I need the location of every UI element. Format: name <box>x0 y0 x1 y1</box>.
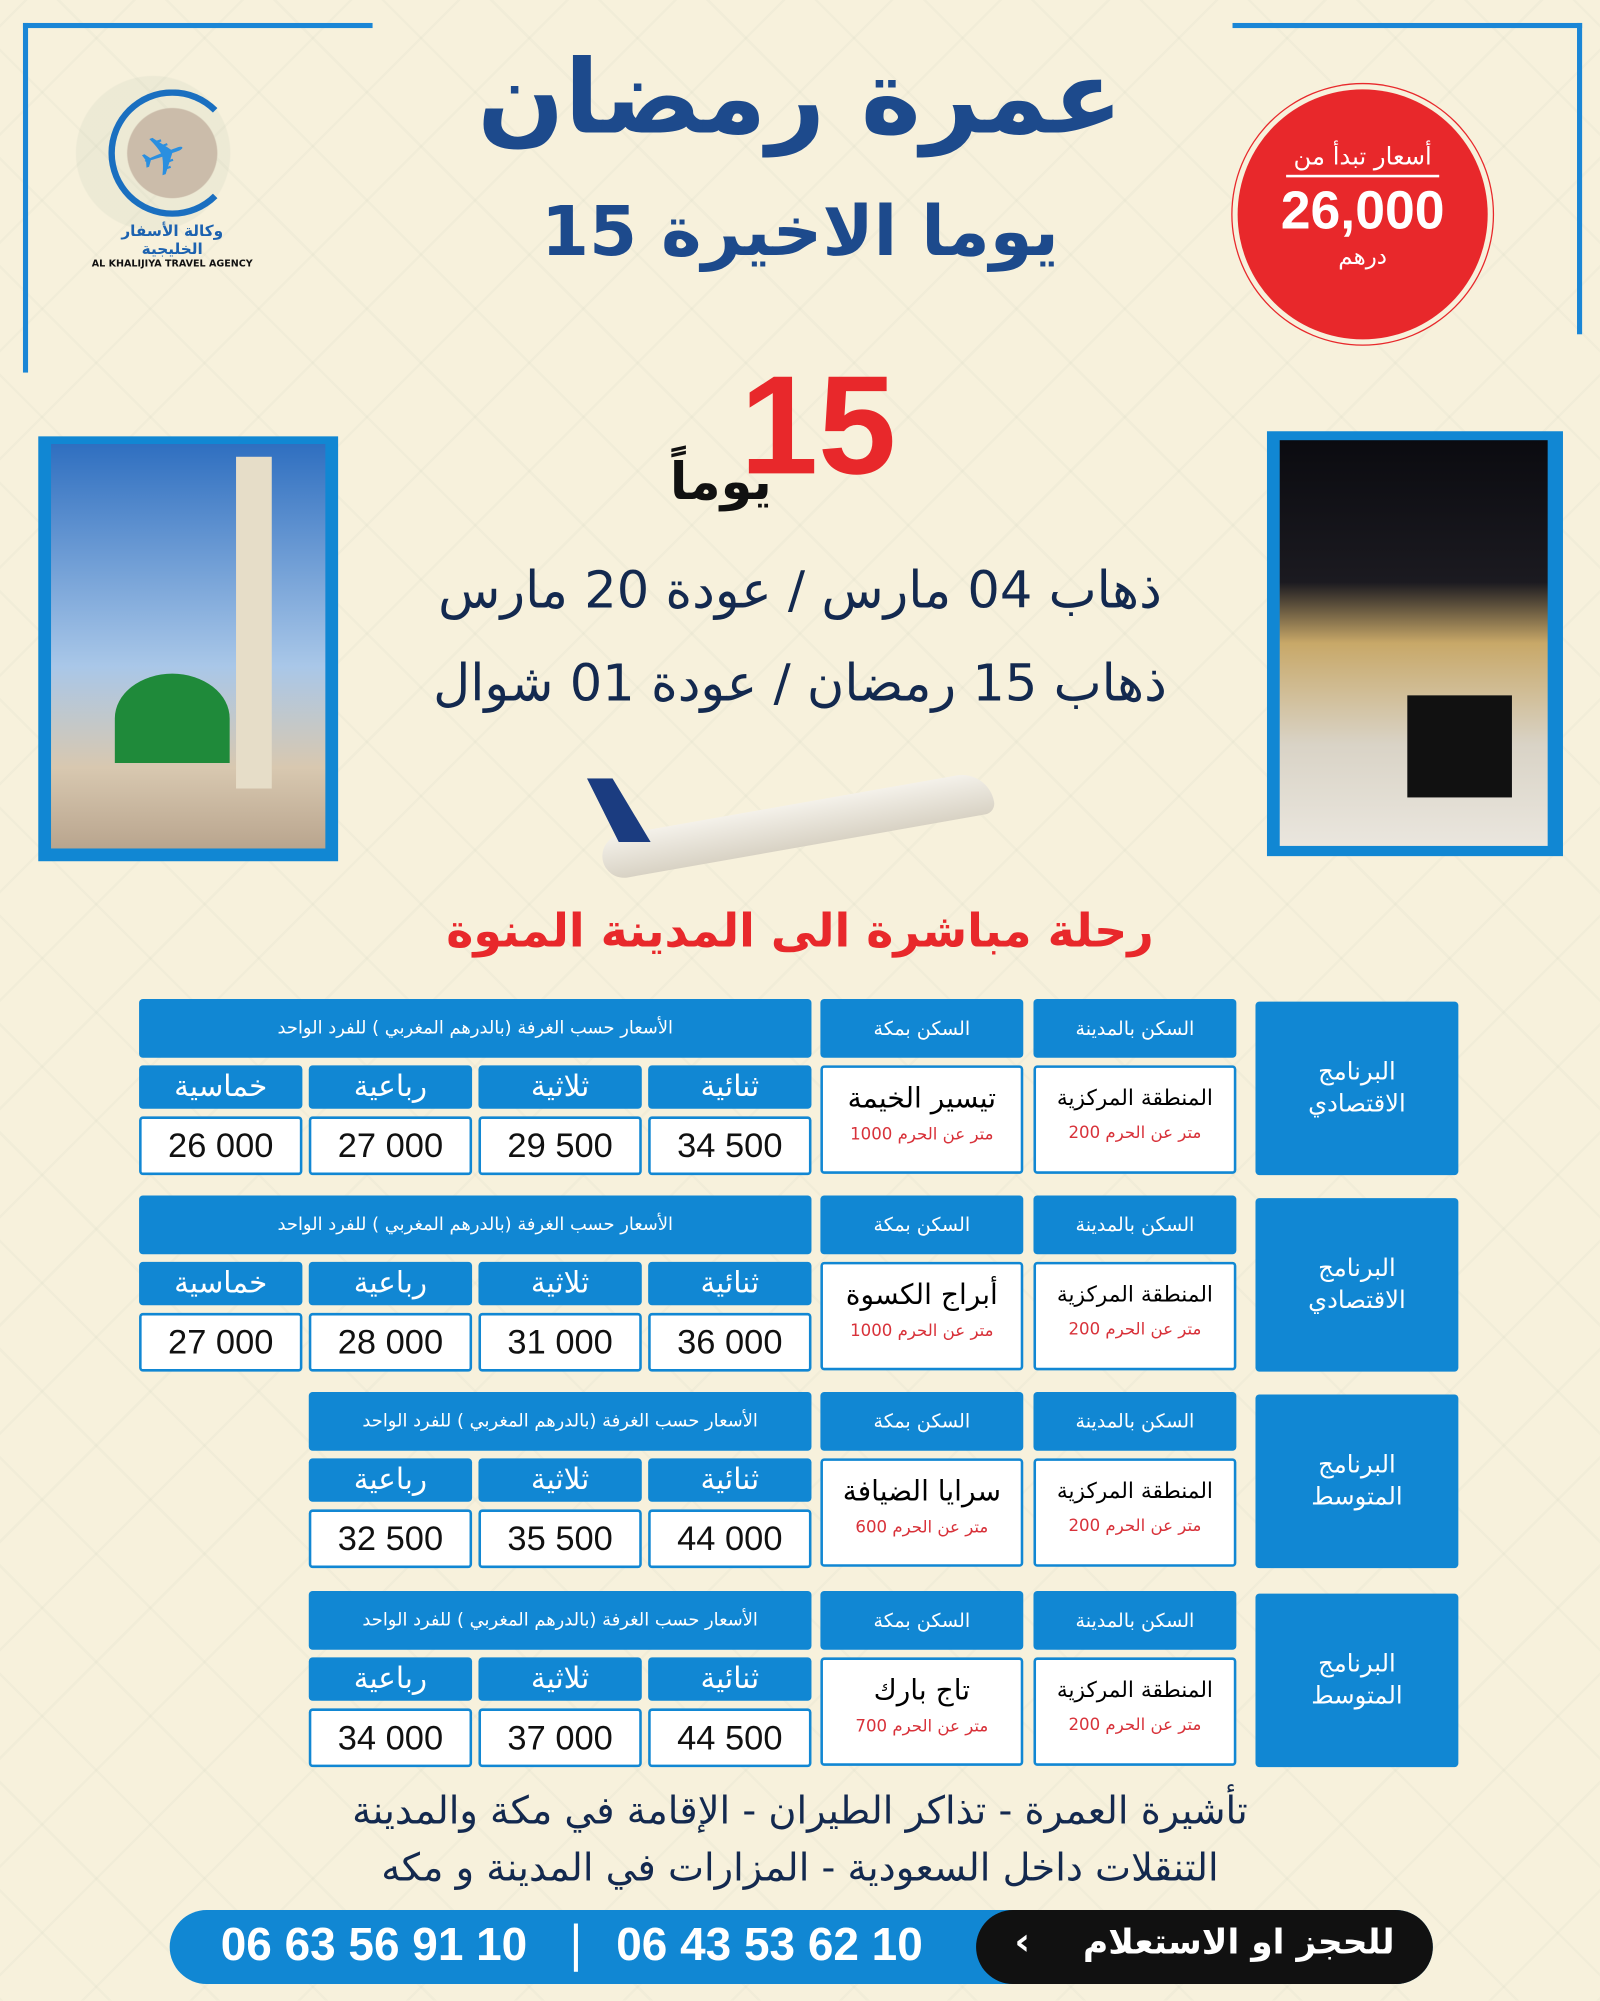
room-type-label: رباعية <box>309 1065 472 1108</box>
mecca-hotel: سرايا الضيافة <box>842 1476 1001 1509</box>
room-type-label: ثنائية <box>648 1657 811 1700</box>
madina-hotel: المنطقة المركزية <box>1056 1282 1213 1308</box>
mecca-hotel-cell <box>820 1458 1023 1566</box>
program-block <box>138 1196 1465 1372</box>
mecca-hotel: أبراج الكسوة <box>845 1279 998 1312</box>
program-name: البرنامج الاقتصادي <box>1255 1002 1458 1176</box>
phone-2[interactable]: 06 63 56 91 10 <box>220 1917 528 1970</box>
includes-line-2: التنقلات داخل السعودية - المزارات في المدينة و مكه <box>381 1846 1219 1891</box>
room-price: 34 500 <box>648 1116 811 1175</box>
page-subtitle: 15 يوما الاخيرة <box>541 191 1059 272</box>
prices-header: الأسعار حسب الغرفة (بالدرهم المغربي ) للفرد الواحد <box>309 1392 812 1451</box>
room-type-label: خماسية <box>139 1262 302 1305</box>
mecca-distance: 1000 متر عن الحرم <box>850 1125 994 1145</box>
madina-hotel-cell <box>1033 1065 1236 1173</box>
duration-unit: يوماً <box>669 452 772 512</box>
contact-bar <box>170 1910 1433 1984</box>
mecca-distance: 1000 متر عن الحرم <box>850 1321 994 1341</box>
madina-header: السكن بالمدينة <box>1033 1196 1236 1255</box>
room-price: 35 500 <box>478 1509 641 1568</box>
room-type-label: ثلاثية <box>478 1458 641 1501</box>
airplane-image <box>561 766 995 881</box>
prices-header: الأسعار حسب الغرفة (بالدرهم المغربي ) للفرد الواحد <box>139 1196 811 1255</box>
madina-distance: 200 متر عن الحرم <box>1068 1716 1202 1736</box>
madina-header: السكن بالمدينة <box>1033 1591 1236 1650</box>
mecca-hotel-cell <box>820 1065 1023 1173</box>
madina-hotel-cell <box>1033 1458 1236 1566</box>
medina-mosque-photo <box>51 444 325 848</box>
page-title: عمرة رمضان <box>477 38 1123 157</box>
mecca-hotel-cell <box>820 1262 1023 1370</box>
madina-header: السكن بالمدينة <box>1033 1392 1236 1451</box>
room-type-label: ثلاثية <box>478 1065 641 1108</box>
madina-distance: 200 متر عن الحرم <box>1068 1517 1202 1537</box>
room-price: 34 000 <box>309 1708 472 1767</box>
phone-1[interactable]: 06 43 53 62 10 <box>616 1917 923 1970</box>
chevron-left-icon: ‹ <box>1014 1920 1031 1965</box>
room-price: 44 500 <box>648 1708 811 1767</box>
includes-line-1: تأشيرة العمرة - تذاكر الطيران - الإقامة في مكة والمدينة <box>352 1788 1248 1834</box>
logo-name-en: AL KHALIJIYA TRAVEL AGENCY <box>91 257 253 270</box>
room-price: 37 000 <box>478 1708 641 1767</box>
madina-hotel: المنطقة المركزية <box>1056 1085 1213 1112</box>
madina-header: السكن بالمدينة <box>1033 999 1236 1058</box>
booking-cta-label: للحجز او الاستعلام <box>1082 1922 1395 1963</box>
mecca-distance: 600 متر عن الحرم <box>855 1518 989 1538</box>
price-badge <box>1238 89 1488 339</box>
room-price: 31 000 <box>478 1313 641 1372</box>
plane-logo-icon: ✈ <box>108 89 236 217</box>
madina-hotel: المنطقة المركزية <box>1056 1677 1213 1704</box>
room-price: 27 000 <box>139 1313 302 1372</box>
program-name: البرنامج الاقتصادي <box>1255 1198 1458 1372</box>
logo-name-ar: وكالة الأسفار الخليجية <box>121 222 224 258</box>
madina-hotel: المنطقة المركزية <box>1056 1478 1213 1505</box>
madina-distance: 200 متر عن الحرم <box>1068 1320 1202 1340</box>
madina-distance: 200 متر عن الحرم <box>1068 1124 1202 1144</box>
mecca-distance: 700 متر عن الحرم <box>855 1717 989 1737</box>
room-price: 28 000 <box>309 1313 472 1372</box>
mecca-hotel-cell <box>820 1657 1023 1765</box>
program-name: البرنامج المتوسط <box>1255 1395 1458 1569</box>
program-name: البرنامج المتوسط <box>1255 1594 1458 1768</box>
room-type-label: خماسية <box>139 1065 302 1108</box>
room-type-label: ثنائية <box>648 1065 811 1108</box>
room-type-label: ثنائية <box>648 1458 811 1501</box>
madina-hotel-cell <box>1033 1262 1236 1370</box>
mecca-header: السكن بمكة <box>820 999 1023 1058</box>
program-block <box>138 1392 1465 1568</box>
room-type-label: ثنائية <box>648 1262 811 1305</box>
mecca-hotel: تيسير الخيمة <box>847 1083 997 1116</box>
room-price: 44 000 <box>648 1509 811 1568</box>
duration-number: 15 <box>740 347 897 504</box>
room-type-label: ثلاثية <box>478 1657 641 1700</box>
room-type-label: رباعية <box>309 1657 472 1700</box>
prices-header: الأسعار حسب الغرفة (بالدرهم المغربي ) للفرد الواحد <box>309 1591 812 1650</box>
mecca-header: السكن بمكة <box>820 1196 1023 1255</box>
program-block <box>138 999 1465 1175</box>
room-price: 36 000 <box>648 1313 811 1372</box>
mecca-hotel: تاج بارك <box>873 1675 971 1708</box>
kaaba-photo <box>1280 440 1548 846</box>
booking-cta[interactable] <box>976 1910 1433 1984</box>
mecca-header: السكن بمكة <box>820 1591 1023 1650</box>
room-type-label: رباعية <box>309 1458 472 1501</box>
program-block <box>138 1591 1465 1767</box>
direct-flight-note: رحلة مباشرة الى المدينة المنوة <box>446 905 1154 959</box>
price-badge-label: أسعار تبدأ من <box>1286 143 1440 177</box>
dates-hijri: ذهاب 15 رمضان / عودة 01 شوال <box>433 654 1167 714</box>
room-type-label: ثلاثية <box>478 1262 641 1305</box>
room-type-label: رباعية <box>309 1262 472 1305</box>
room-price: 32 500 <box>309 1509 472 1568</box>
price-badge-currency: درهم <box>1338 243 1388 271</box>
prices-header: الأسعار حسب الغرفة (بالدرهم المغربي ) للفرد الواحد <box>139 999 811 1058</box>
room-price: 29 500 <box>478 1116 641 1175</box>
dates-gregorian: ذهاب 04 مارس / عودة 20 مارس <box>438 561 1162 621</box>
room-price: 26 000 <box>139 1116 302 1175</box>
madina-hotel-cell <box>1033 1657 1236 1765</box>
phone-separator: | <box>567 1915 585 1972</box>
price-badge-amount: 26,000 <box>1280 179 1445 240</box>
mecca-header: السكن بمكة <box>820 1392 1023 1451</box>
room-price: 27 000 <box>309 1116 472 1175</box>
